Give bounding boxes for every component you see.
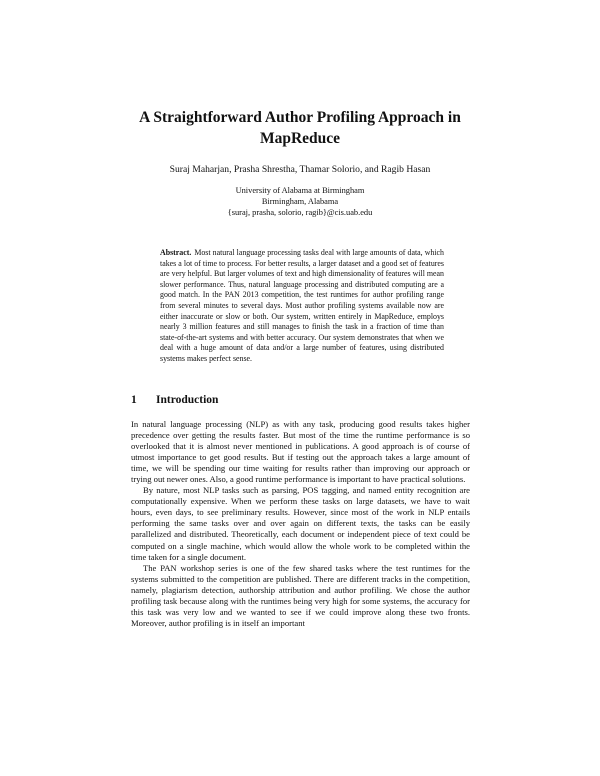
abstract-text: Most natural language processing tasks deal with large amounts of data, which takes a lot of time to process. For better results, a larger dataset and a good set of features are very helpful. But larger volumes of text and high dimensionality of features will mean slower performance. Thus, natural language processing and distributed computing are a good match. In the PAN 2013 competition, the test runtimes for author profiling range from several minutes to several days. Most author profiling systems available now are either inaccurate or slow or both. Our system, written entirely in MapReduce, employs nearly 3 million features and still manages to finish the task in a fraction of time than state-of-the-art systems and with better accuracy. Our system demonstrates that when we deal with a huge amount of data and/or a large number of features, using distributed systems makes perfect sense. (160, 248, 444, 363)
body-paragraph: In natural language processing (NLP) as with any task, producing good results takes higher precedence over getting the results faster. But most of the time the runtime performance is so overlooked that it is almost never mentioned in publications. A good approach is of course of utmost importance to get good results. But if testing out the approach takes a large amount of time, we will be spending our time waiting for results rather than improving our approach or trying out newer ones. Also, a good runtime performance is important to have practical solutions. (131, 419, 470, 485)
author-list: Suraj Maharjan, Prasha Shrestha, Thamar Solorio, and Ragib Hasan (169, 164, 431, 175)
abstract (160, 248, 444, 365)
affiliation-emails: {suraj, prasha, solorio, ragib}@cis.uab.edu (227, 208, 373, 217)
affiliation-block (100, 185, 500, 218)
section-number: 1 (131, 394, 137, 406)
paper-title: A Straightforward Author Profiling Approach in MapReduce (139, 109, 461, 147)
section-heading (131, 393, 218, 407)
affiliation-university: University of Alabama at Birmingham (235, 186, 365, 195)
body-paragraph: The PAN workshop series is one of the few shared tasks where the test runtimes for the systems submitted to the competition are published. There are different tracks in the competition, namely, plagiarism detection, authorship attribution and author profiling. We chose the author profiling task because along with the runtimes being very high for some systems, the accuracy for this task was very low and we wanted to see if we could improve along these two fronts. Moreover, author profiling is in itself an important (131, 562, 470, 628)
abstract-label: Abstract. (160, 248, 192, 257)
body-paragraph: By nature, most NLP tasks such as parsing, POS tagging, and named entity recognition are computationally expensive. When we perform these tasks on large datasets, we have to wait hours, even days, to see preliminary results. However, since most of the work in NLP entails performing the same tasks over and over again on different texts, the tasks can be easily parallelized and distributed. Theoretically, each document or independent piece of text could be computed on a single machine, which would allow the whole work to be completed within the time taken for a single document. (131, 485, 470, 562)
affiliation-location: Birmingham, Alabama (261, 197, 339, 206)
section-body (131, 419, 470, 629)
section-title: Introduction (156, 394, 219, 406)
